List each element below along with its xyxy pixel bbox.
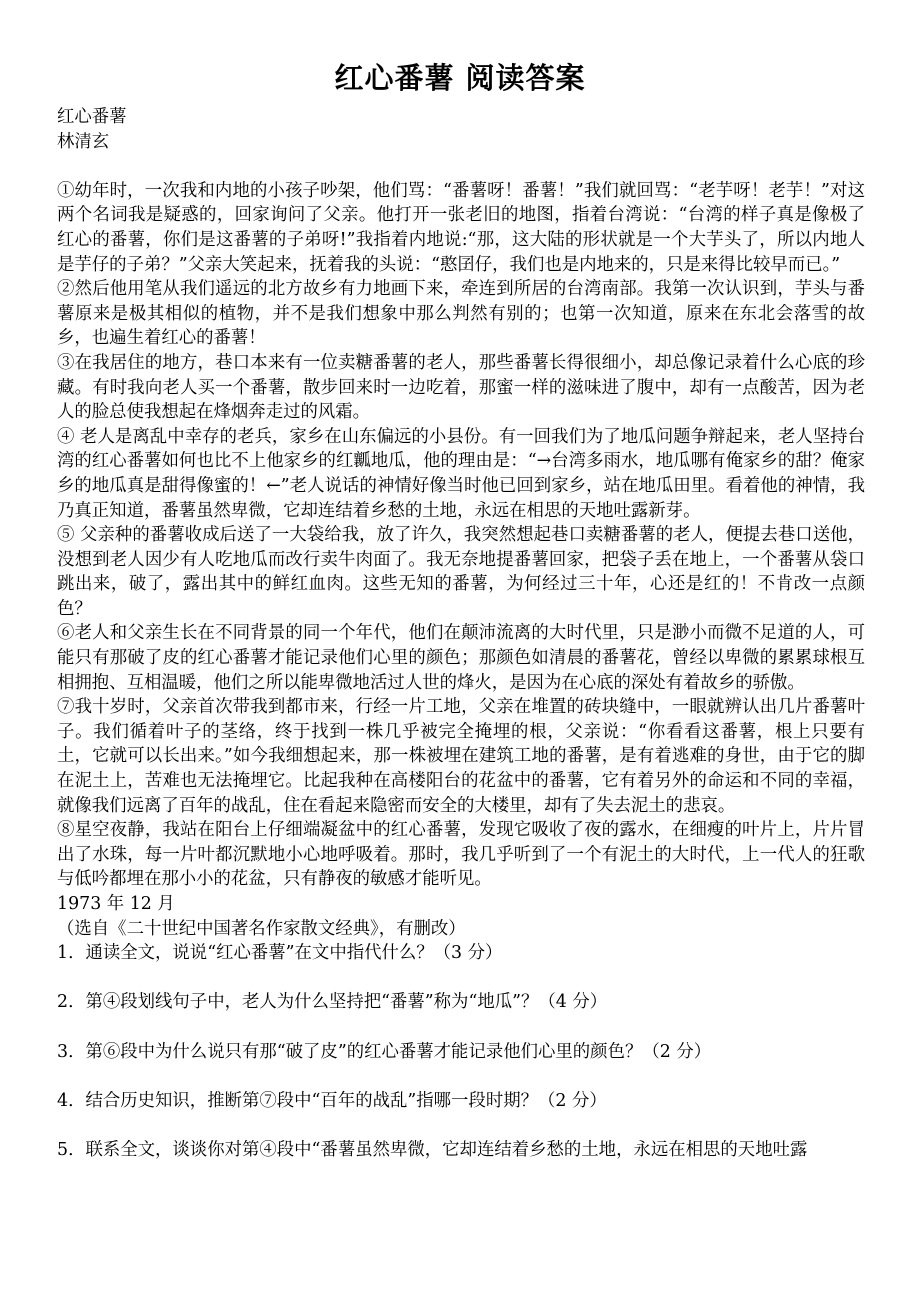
paragraph-8: ⑧星空夜静，我站在阳台上仔细端凝盆中的红心番薯，发现它吸收了夜的露水，在细瘦的叶片上，片片冒出了水珠，每一片叶都沉默地小心地呼吸着。那时，我几乎听到了一个有泥土的大时代，上一代人的狂歌与低吟都埋在那小小的花盆，只有静夜的敏感才能听见。 [57,820,865,890]
answer-space [57,1015,865,1040]
article-date: 1973 年 12 月 [57,894,175,914]
question-1: 1．通读全文，说说“红心番薯”在文中指代什么？（3 分） [57,943,503,964]
article-source: （选自《二十世纪中国著名作家散文经典》，有删改） [57,918,466,939]
paragraph-4: ④ 老人是离乱中幸存的老兵，家乡在山东偏远的小县份。有一回我们为了地瓜问题争辩起来，老人坚持台湾的红心番薯如何也比不上他家乡的红瓤地瓜，他的理由是：“→台湾多雨水，地瓜哪有俺家乡的甜？俺家乡的地瓜真是甜得像蜜的！←”老人说话的神情好像当时他已回到家乡，站在地瓜田里。看着他的神情，我乃真正知道，番薯虽然卑微，它却连结着乡愁的土地，永远在相思的天地吐露新芽。 [57,426,865,521]
answer-space [57,1064,865,1089]
paragraph-3: ③在我居住的地方，巷口本来有一位卖糖番薯的老人，那些番薯长得很细小，却总像记录着什么心底的珍藏。有时我向老人买一个番薯，散步回来时一边吃着，那蜜一样的滋味进了腹中，却有一点酸苦，因为老人的脸总使我想起在烽烟奔走过的风霜。 [57,352,865,423]
answer-space [57,1113,865,1138]
article-author: 林清玄 [57,131,110,152]
question-4: 4．结合历史知识，推断第⑦段中“百年的战乱”指哪一段时期？（2 分） [57,1090,607,1111]
paragraph-1: ①幼年时，一次我和内地的小孩子吵架，他们骂：“番薯呀！番薯！”我们就回骂：“老芋呀！老芋！”对这两个名词我是疑惑的，回家询问了父亲。他打开一张老旧的地图，指着台湾说：“台湾的样子真是像极了红心的番薯，你们是这番薯的子弟呀!”我指着内地说:“那，这大陆的形状就是一个大芋头了，所以内地人是芋仔的子弟？”父亲大笑起来，抚着我的头说：“憨囝仔，我们也是内地来的，只是来得比较早而已。” [57,180,865,275]
question-3: 3．第⑥段中为什么说只有那“破了皮”的红心番薯才能记录他们心里的颜色？（2 分） [57,1041,712,1062]
question-2: 2．第④段划线句子中，老人为什么坚持把“番薯”称为“地瓜”？（4 分） [57,992,608,1013]
article-body [57,105,865,1163]
article-title: 红心番薯 [57,107,127,127]
paragraph-6: ⑥老人和父亲生长在不同背景的同一个年代，他们在颠沛流离的大时代里，只是渺小而微不足道的人，可能只有那破了皮的红心番薯才能记录他们心里的颜色；那颜色如清晨的番薯花，曾经以卑微的累累球根互相拥抱、互相温暖，他们之所以能卑微地活过人世的烽火，是因为在心底的深处有着故乡的骄傲。 [57,623,865,693]
paragraph-5: ⑤ 父亲种的番薯收成后送了一大袋给我，放了许久，我突然想起巷口卖糖番薯的老人，便提去巷口送他，没想到老人因少有人吃地瓜而改行卖牛肉面了。我无奈地提番薯回家，把袋子丢在地上，一个番薯从袋口跳出来，破了，露出其中的鲜红血肉。这些无知的番薯，为何经过三十年，心还是红的！不肯改一点颜色？ [57,525,865,619]
paragraph-2: ②然后他用笔从我们遥远的北方故乡有力地画下来，牵连到所居的台湾南部。我第一次认识到，芋头与番薯原来是极其相似的植物，并不是我们想象中那么判然有别的；也第一次知道，原来在东北会落雪的故乡，也遍生着红心的番薯！ [57,279,865,349]
answer-space [57,966,865,991]
blank-line [57,154,865,179]
page-title: 红心番薯 阅读答案 [334,61,586,95]
paragraph-7: ⑦我十岁时，父亲首次带我到都市来，行经一片工地，父亲在堆置的砖块缝中，一眼就辨认出几片番薯叶子。我们循着叶子的茎络，终于找到一株几乎被完全掩埋的根，父亲说：“你看看这番薯，根上只要有土，它就可以长出来。”如今我细想起来，那一株被埋在建筑工地的番薯，是有着逃难的身世，由于它的脚在泥土上，苦难也无法掩埋它。比起我种在高楼阳台的花盆中的番薯，它有着另外的命运和不同的幸福，就像我们远离了百年的战乱，住在看起来隐密而安全的大楼里，却有了失去泥土的悲哀。 [57,697,865,816]
question-5: 5．联系全文，谈谈你对第④段中“番薯虽然卑微，它却连结着乡愁的土地，永远在相思的天地吐露 [57,1139,808,1160]
